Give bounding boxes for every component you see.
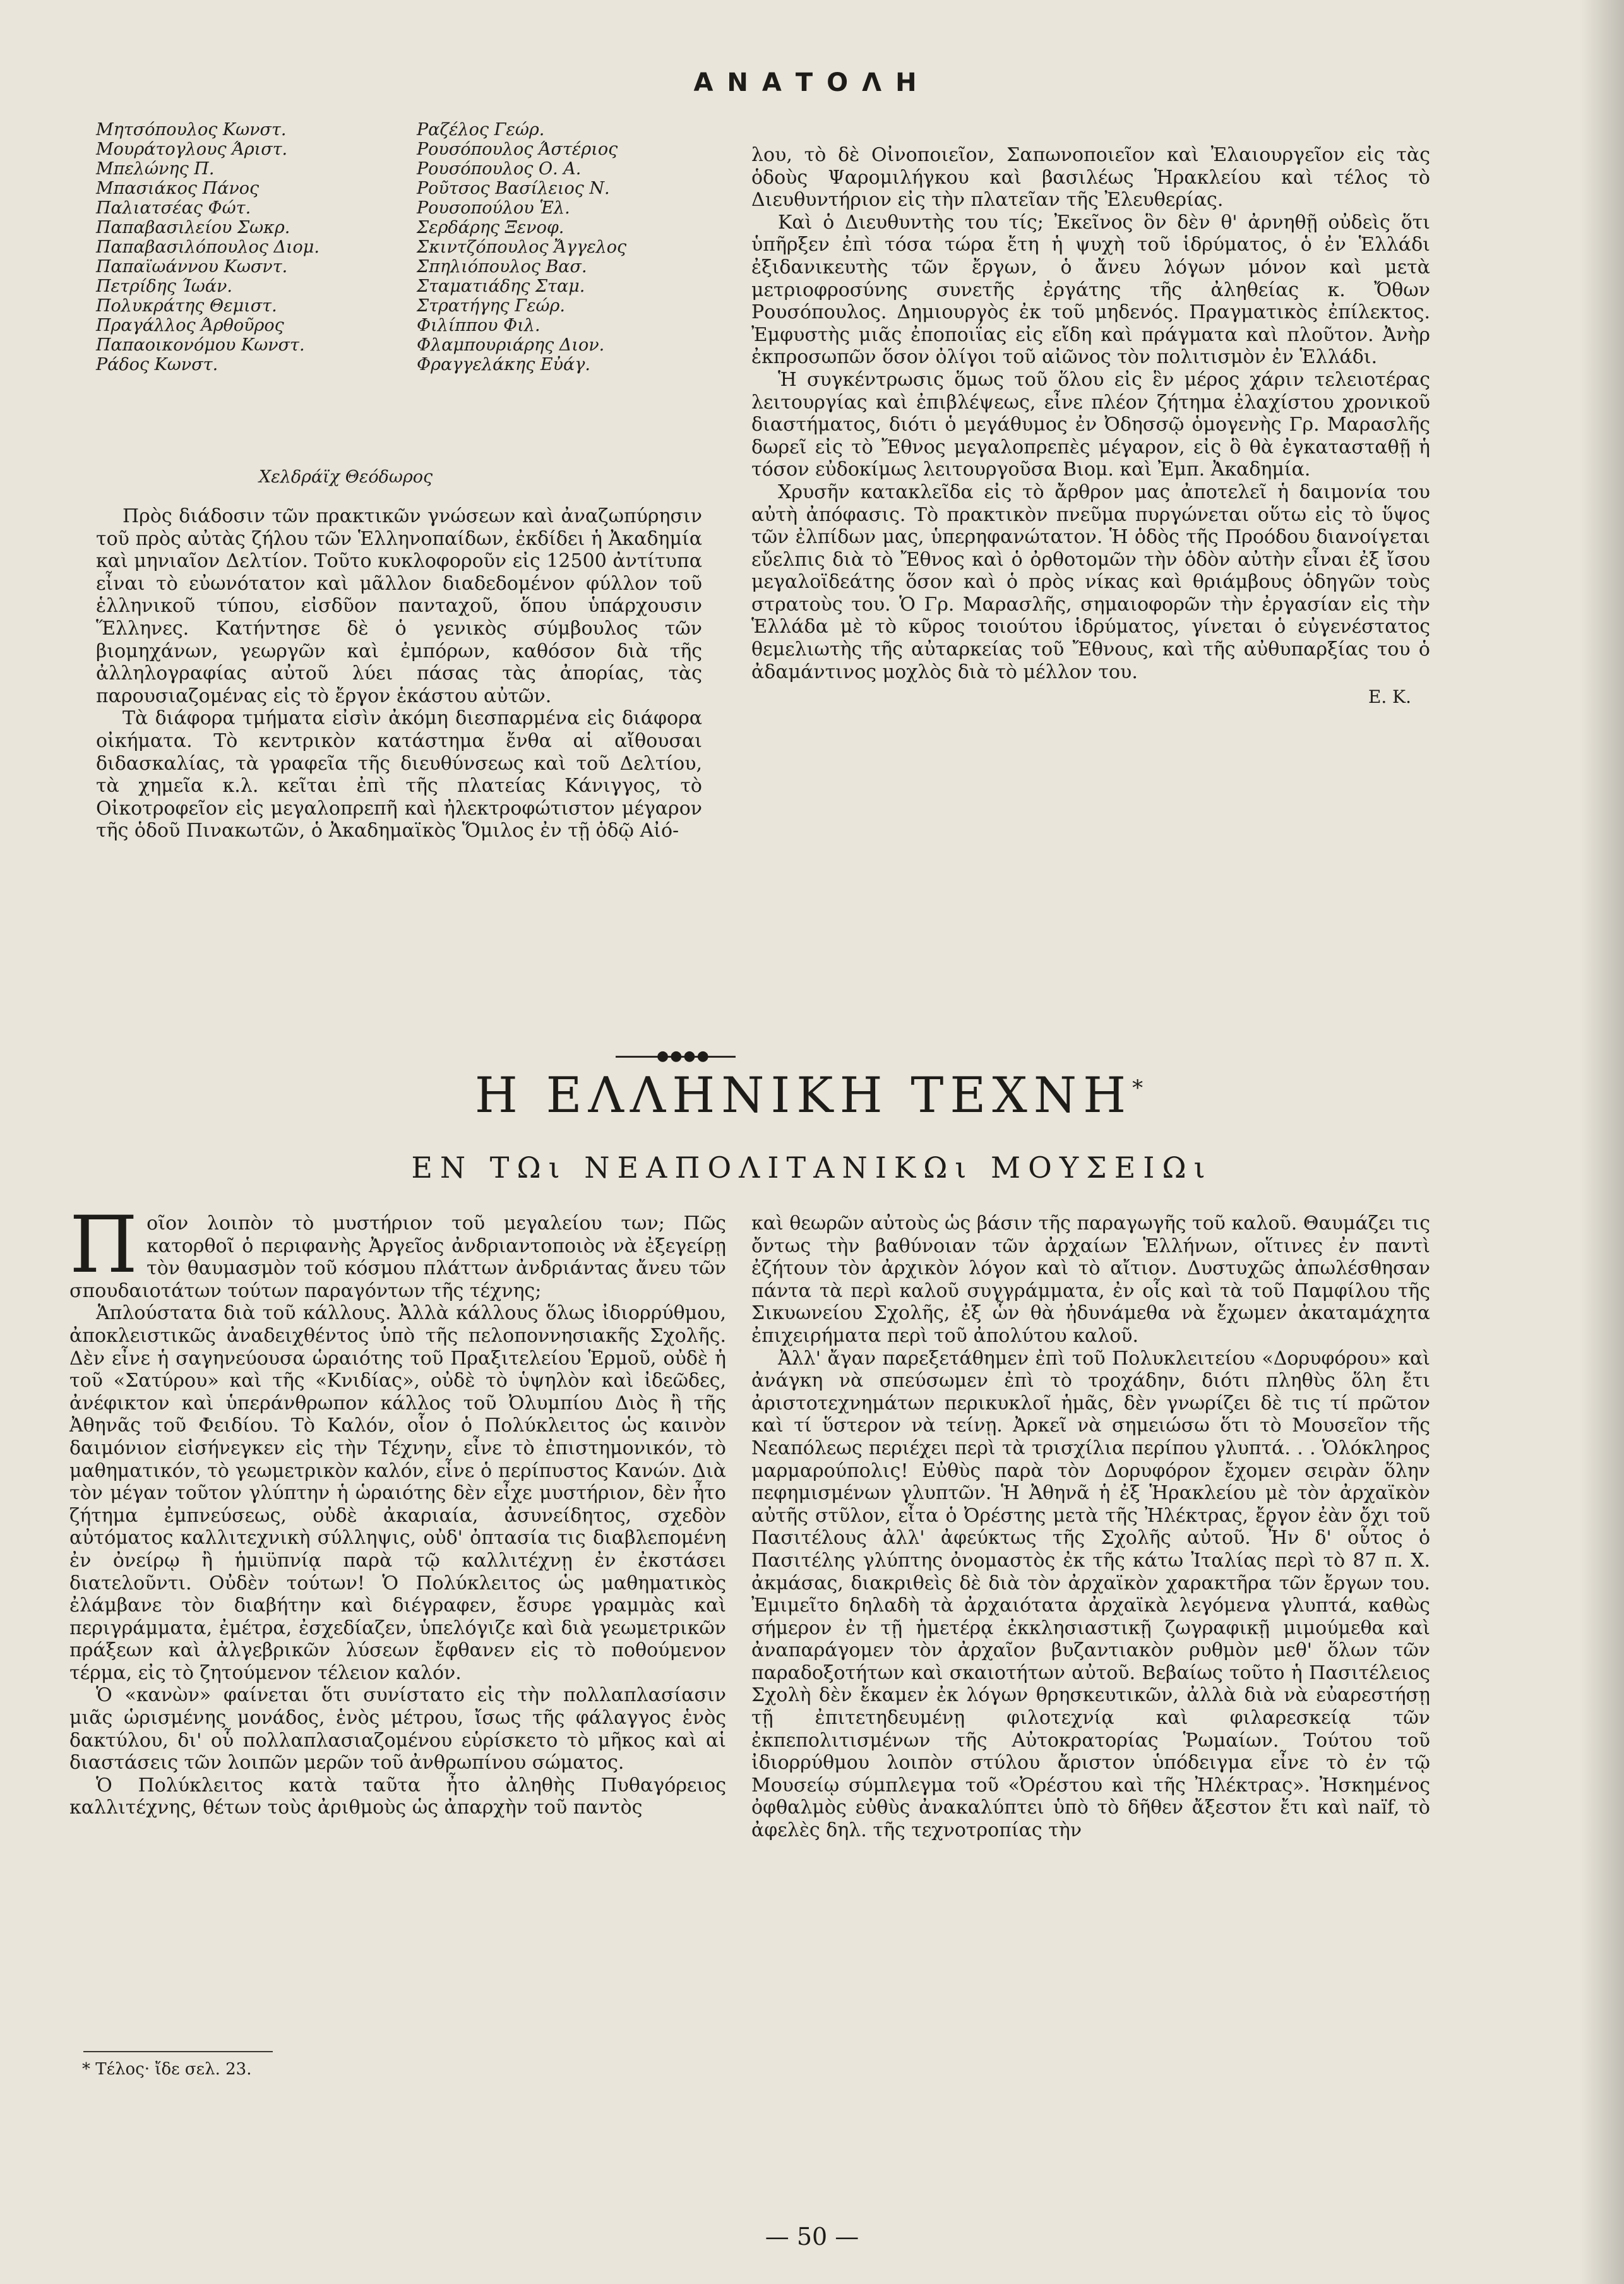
article-subtitle: ΕΝ ΤΩι ΝΕΑΠΟΛΙΤΑΝΙΚΩι ΜΟΥΣΕΙΩι — [411, 1151, 1213, 1185]
column-right-bottom — [751, 1212, 1430, 1842]
gutter-shadow — [1580, 0, 1624, 2284]
name-entry: Μητσόπουλος Κωνστ. — [96, 120, 287, 140]
running-head: ΑΝΑΤΟΛΗ — [693, 68, 931, 97]
paragraph: Ἡ συγκέντρωσις ὅμως τοῦ ὅλου εἰς ἓν μέρος χάριν τελειοτέρας λειτουργίας καὶ ἐπιβλέψεως, εἶνε πλέον ζήτημα ἐλαχίστου χρονικοῦ διαστήματος, διότι ὁ μεγάθυμος ἐν Ὀδησσῷ ὁμογενὴς Γρ. Μαρασλῆς δωρεῖ εἰς τὸ Ἔθνος μεγαλοπρεπὲς μέγαρον, εἰς ὃ θὰ ἐγκατασταθῇ ἡ τόσον εὐδοκίμως λειτουργοῦσα Βιομ. καὶ Ἐμπ. Ἀκαδημία. — [751, 368, 1430, 481]
name-entry: Ροῦτσος Βασίλειος Ν. — [417, 179, 610, 198]
paragraph: Καὶ ὁ Διευθυντὴς του τίς; Ἐκεῖνος ὃν δὲν θ' ἀρνηθῇ οὐδεὶς ὅτι ὑπῆρξεν ἐπὶ τόσα τώρα ἔτη ἡ ψυχὴ τοῦ ἱδρύματος, ὁ ἐν Ἑλλάδι ἐξιδανικευτὴς τῶν ἔργων, ὁ ἄνευ λόγων μόνον καὶ μετὰ μετριοφροσύνης συνετῆς ἐργάτης τῆς ἀληθείας κ. Ὄθων Ρουσόπουλος. Δημιουργὸς ἐκ τοῦ μηδενός. Πραγματικὸς ἐπίλεκτος. Ἐμφυστὴς μιᾶς ἐποποιΐας εἰς εἴδη καὶ πράγματα καὶ πλοῦτον. Ἀνὴρ ἐκπροσωπῶν ὅσον ὀλίγοι τοῦ αἰῶνος τὸν πολιτισμὸν ἐν Ἑλλάδι. — [751, 211, 1430, 369]
names-list-right — [417, 120, 626, 374]
name-entry: Μουράτογλους Άριστ. — [96, 140, 288, 159]
paragraph: Πρὸς διάδοσιν τῶν πρακτικῶν γνώσεων καὶ ἀναζωπύρησιν τοῦ πρὸς αὐτὰς ζήλου τῶν Ἑλληνοπαίδων, ἐκδίδει ἡ Ἀκαδημία καὶ μηνιαῖον Δελτίον. Τοῦτο κυκλοφοροῦν εἰς 12500 ἀντίτυπα εἶναι τὸ εὐωνότατον καὶ μᾶλλον διαδεδομένον φύλλον τοῦ ἑλληνικοῦ τύπου, εἰσδῦον πανταχοῦ, ὅπου ὑπάρχουσιν Ἕλληνες. Κατήντησε δὲ ὁ γενικὸς σύμβουλος τῶν βιομηχάνων, γεωργῶν καὶ ἐμπόρων, καθόσον διὰ τῆς ἀλληλογραφίας αὐτοῦ λύει πάσας τὰς ἀπορίας, τὰς παρουσιαζομένας εἰς τὸ ἔργον ἑκάστου αὐτῶν. — [96, 505, 702, 707]
paragraph: Ὁ «κανὼν» φαίνεται ὅτι συνίστατο εἰς τὴν πολλαπλασίασιν μιᾶς ὡρισμένης μονάδος, ἑνὸς μέτρου, ἴσως τῆς φάλαγγος ἑνὸς δακτύλου, δι' οὗ πολλαπλασιαζομένου εὑρίσκετο τὸ μῆκος καὶ αἱ διαστάσεις τῶν λοιπῶν μερῶν τοῦ ἀνθρωπίνου σώματος. — [69, 1684, 726, 1774]
paragraph: Ἁπλούστατα διὰ τοῦ κάλλους. Ἀλλὰ κάλλους ὅλως ἰδιορρύθμου, ἀποκλειστικῶς ἀναδειχθέντος ὑπὸ τῆς πελοποννησιακῆς Σχολῆς. Δὲν εἶνε ἡ σαγηνεύουσα ὡραιότης τοῦ Πραξιτελείου Ἑρμοῦ, οὐδὲ ἡ τοῦ «Σατύρου» καὶ τῆς «Κνιδίας», οὐδὲ τὸ ὑψηλὸν καὶ ἰδεῶδες, ἀνέφικτον καὶ ὑπεράνθρωπον κάλλος τοῦ Ὀλυμπίου Διὸς ἢ τῆς Ἀθηνᾶς τοῦ Φειδίου. Τὸ Καλόν, οἷον ὁ Πολύκλειτος ὡς καινὸν δαιμόνιον εἰσήνεγκεν εἰς τὴν Τέχνην, εἶνε τὸ ἐπιστημονικόν, τὸ μαθηματικόν, τὸ γεωμετρικὸν καλόν, εἶνε ὁ περίπυστος Κανών. Διὰ τὸν μέγαν τοῦτον γλύπτην ἡ ὡραιότης δὲν εἶχε μυστήριον, δὲν ἦτο ζήτημα ἐμπνεύσεως, οὐδὲ ἀκαριαία, ἀσυνείδητος, σχεδὸν αὐτόματος καλλιτεχνικὴ σύλληψις, οὐδ' ὀπτασία τις διαβλεπομένη ἐν ὀνείρῳ ἢ ἡμιϋπνίᾳ παρὰ τῷ καλλιτέχνῃ ἐν ἐκστάσει διατελοῦντι. Οὐδὲν τούτων! Ὁ Πολύκλειτος ὡς μαθηματικὸς ἐλάμβανε τὸν διαβήτην καὶ διέγραφεν, ἔσυρε γραμμὰς καὶ περιγράμματα, ἐμέτρα, ἐσχεδίαζεν, ὑπελόγιζε καὶ διὰ γεωμετρικῶν πράξεων καὶ ἀλγεβρικῶν λύσεων ἔφθανεν εἰς τὸ ποθούμενον τέρμα, εἰς τὸ ζητούμενον τέλειον καλόν. — [69, 1302, 726, 1684]
paragraph: Τὰ διάφορα τμήματα εἰσὶν ἀκόμη διεσπαρμένα εἰς διάφορα οἰκήματα. Τὸ κεντρικὸν κατάστημα ἔνθα αἱ αἴθουσαι διδασκαλίας, τὰ γραφεῖα τῆς διευθύνσεως καὶ τοῦ Δελτίου, τὰ χημεῖα κ.λ. κεῖται ἐπὶ τῆς πλατείας Κάνιγγος, τὸ Οἰκοτροφεῖον εἰς μεγαλοπρεπῆ καὶ ἠλεκτροφώτιστον μέγαρον τῆς ὁδοῦ Πινακωτῶν, ὁ Ἀκαδημαϊκὸς Ὅμιλος ἐν τῇ ὁδῷ Αἰό- — [96, 707, 702, 842]
article-title — [0, 1067, 1624, 1124]
name-entry: Παπαϊωάννου Κωσντ. — [96, 257, 288, 277]
article-title-text: Η ΕΛΛΗΝΙΚΗ ΤΕΧΝΗ — [474, 1067, 1133, 1124]
name-entry: Στρατήγης Γεώρ. — [417, 296, 565, 316]
name-entry: Σταματιάδης Σταμ. — [417, 277, 585, 296]
name-entry: Πραγάλλος Άρθοῦρος — [96, 316, 284, 335]
paragraph: Χρυσῆν κατακλεῖδα εἰς τὸ ἄρθρον μας ἀποτελεῖ ἡ δαιμονία του αὐτὴ ἀπόφασις. Τὸ πρακτικὸν πνεῦμα πυργώνεται οὕτω εἰς τὸ ὕψος τῶν ἐλπίδων μας, ὑπερηφανώτατον. Ἡ ὁδὸς τῆς Προόδου διανοίγεται εὔελπις διὰ τὸ Ἔθνος καὶ ὁ ὀρθοτομῶν τὴν ὁδὸν αὐτὴν εἶναι ἐξ ἴσου μεγαλοϊδεάτης ὅσον καὶ ὁ πρὸς νίκας καὶ θριάμβους ὁδηγῶν τοὺς στρατοὺς του. Ὁ Γρ. Μαρασλῆς, σημαιοφορῶν τὴν ἐργασίαν εἰς τὴν Ἑλλάδα μὲ τὸ κῦρος τοιούτου ἱδρύματος, γίνεται ὁ εὐγενέστατος θεμελιωτὴς τῆς αὐταρκείας τοῦ Ἔθνους, καὶ τῆς αὐθυπαρξίας του ὁ ἀδαμάντινος μοχλὸς διὰ τὸ μέλλον του. — [751, 481, 1430, 683]
name-entry: Παπαβασιλείου Σωκρ. — [96, 218, 290, 237]
name-entry: Ράδος Κωνστ. — [96, 355, 218, 374]
footnote: * Τέλος· ἴδε σελ. 23. — [82, 2060, 252, 2079]
name-entry: Φλαμπουριάρης Διον. — [417, 335, 605, 355]
paragraph: Ὁ Πολύκλειτος κατὰ ταῦτα ἦτο ἀληθὴς Πυθαγόρειος καλλιτέχνης, θέτων τοὺς ἀριθμοὺς ὡς ἀπαρχὴν τοῦ παντὸς — [69, 1774, 726, 1819]
name-entry: Ρουσόπουλος Ο. Α. — [417, 159, 582, 179]
paragraph: Ἀλλ' ἄγαν παρεξετάθημεν ἐπὶ τοῦ Πολυκλειτείου «Δορυφόρου» καὶ ἀνάγκη νὰ σπεύσωμεν ἐπὶ τὸ τροχάδην, διότι πληθὺς ὅλη ἔτι ἀριστοτεχνημάτων περικυκλοῖ ἡμᾶς, δὲν γνωρίζει δὲ τις τί πρῶτον καὶ τί ὕστερον νὰ τείνῃ. Ἀρκεῖ νὰ σημειώσω ὅτι τὸ Μουσεῖον τῆς Νεαπόλεως περιέχει περὶ τὰ τρισχίλια περίπου γλυπτά. . . Ὁλόκληρος μαρμαρούπολις! Εὐθὺς παρὰ τὸν Δορυφόρον ἔχομεν σειρὰν ὅλην πεφημισμένων γλυπτῶν. Ἡ Ἀθηνᾶ ἡ ἐξ Ἡρακλείου μὲ τὸν ἀρχαϊκὸν αὐτῆς στῦλον, εἶτα ὁ Ὀρέστης μετὰ τῆς Ἠλέκτρας, ἔργον ἐὰν ὄχι τοῦ Πασιτέλους ἀλλ' ἀφεύκτως τῆς Σχολῆς αὐτοῦ. Ἦν δ' οὗτος ὁ Πασιτέλης γλύπτης ὀνομαστὸς ἐκ τῆς κάτω Ἰταλίας περὶ τὸ 87 π. Χ. ἀκμάσας, διακριθεὶς δὲ διὰ τὸν ἀρχαϊκὸν χαρακτῆρα τῶν ἔργων του. Ἐμιμεῖτο δηλαδὴ τὰ ἀρχαιότατα ἀρχαϊκὰ λεγόμενα γλυπτά, καθὼς σήμερον ἐν τῇ ἡμετέρᾳ ἐκκλησιαστικῇ ζωγραφικῇ μιμούμεθα καὶ ἀναπαράγομεν τὸν ἀρχαῖον βυζαντιακὸν ρυθμὸν μεθ' ὅλων τῶν παραδοξοτήτων καὶ σκαιοτήτων αὐτοῦ. Βεβαίως τοῦτο ἡ Πασιτέλειος Σχολὴ δὲν ἔκαμεν ἐκ λόγων θρησκευτικῶν, ἀλλὰ διὰ νὰ εὐαρεστήσῃ τῇ ἐπιτετηδευμένῃ φιλοτεχνίᾳ καὶ φιλαρεσκείᾳ τῶν ἐκπεπολιτισμένων τῆς Αὐτοκρατορίας Ῥωμαίων. Τούτου τοῦ ἰδιορρύθμου λοιπὸν στύλου ἄριστον ὑπόδειγμα εἶνε τὸ ἐν τῷ Μουσείῳ σύμπλεγμα τοῦ «Ὀρέστου καὶ τῆς Ἠλέκτρας». Ἠσκημένος ὀφθαλμὸς εὐθὺς ἀνακαλύπτει ὑπὸ τὸ δῆθεν ἄξεστον ἔτι καὶ naïf, τὸ ἀφελὲς δηλ. τῆς τεχνοτροπίας τὴν — [751, 1347, 1430, 1842]
name-entry: Παπαβασιλόπουλος Διομ. — [96, 237, 319, 257]
column-left-bottom — [69, 1200, 726, 1819]
paragraph: καὶ θεωρῶν αὐτοὺς ὡς βάσιν τῆς παραγωγῆς τοῦ καλοῦ. Θαυμάζει τις ὄντως τὴν βαθύνοιαν τῶν ἀρχαίων Ἑλλήνων, οἵτινες ἐν παντὶ ἐζήτουν τὸν ἀρχικὸν λόγον καὶ τὸ αἴτιον. Δυστυχῶς ἀπωλέσθησαν πάντα τὰ περὶ καλοῦ συγγράμματα, ἐν οἷς καὶ τὰ τοῦ Παμφίλου τῆς Σικυωνείου Σχολῆς, ἐξ ὧν θὰ ἠδυνάμεθα νὰ ἔχωμεν ἀκαταμάχητα ἐπιχειρήματα περὶ τοῦ ἀπολύτου καλοῦ. — [751, 1212, 1430, 1347]
name-entry: Παλιατσέας Φώτ. — [96, 198, 251, 218]
name-entry: Μπελώνης Π. — [96, 159, 215, 179]
drop-cap: Π — [69, 1200, 138, 1291]
name-entry: Σπηλιόπουλος Βασ. — [417, 257, 587, 277]
name-entry: Φραγγελάκης Εὐάγ. — [417, 355, 591, 374]
paragraph: λου, τὸ δὲ Οἰνοποιεῖον, Σαπωνοποιεῖον καὶ Ἐλαιουργεῖον εἰς τὰς ὁδοὺς Ψαρομιλήγκου καὶ βασιλέως Ἡρακλείου καὶ τέλος τὸ Διευθυντήριον εἰς τὴν πλατεῖαν τῆς Ἐλευθερίας. — [751, 144, 1430, 212]
name-entry: Πετρίδης Ίωάν. — [96, 277, 232, 296]
names-list-left — [96, 120, 319, 374]
footnote-rule — [83, 2051, 273, 2052]
name-entry: Ρουσοπούλου Ἑλ. — [417, 198, 570, 218]
footnote-mark: * — [1132, 1075, 1150, 1101]
divider-ornament: ●●●● — [657, 1048, 710, 1064]
name-entry: Μπασιάκος Πάνος — [96, 179, 260, 198]
name-entry: Ραζέλος Γεώρ. — [417, 120, 545, 140]
page-number: — 50 — — [765, 2223, 859, 2251]
name-entry-last: Χελδράϊχ Θεόδωρος — [259, 467, 433, 487]
author-signature: Ε. Κ. — [1368, 686, 1411, 708]
column-left-top — [96, 505, 702, 842]
name-entry: Σερδάρης Ξενοφ. — [417, 218, 564, 237]
name-entry: Φιλίππου Φιλ. — [417, 316, 540, 335]
name-entry: Σκιντζόπουλος Ἄγγελος — [417, 237, 627, 257]
column-right-top — [751, 144, 1430, 709]
paragraph — [69, 1200, 726, 1302]
name-entry: Πολυκράτης Θεμιστ. — [96, 296, 277, 316]
name-entry: Ρουσόπουλος Άστέριος — [417, 140, 618, 159]
paragraph-text: οῖον λοιπὸν τὸ μυστήριον τοῦ μεγαλείου των; Πῶς κατορθοῖ ὁ περιφανὴς Ἀργεῖος ἀνδριαντοποιὸς νὰ ἐξεγείρῃ τὸν θαυμασμὸν τοῦ κόσμου πλάττων ἀνδριάντας ἄνευ τῶν σπουδαιοτάτων τούτων παραγόντων τῆς τέχνης; — [69, 1212, 726, 1302]
name-entry: Παπαοικονόμου Κωνστ. — [96, 335, 305, 355]
